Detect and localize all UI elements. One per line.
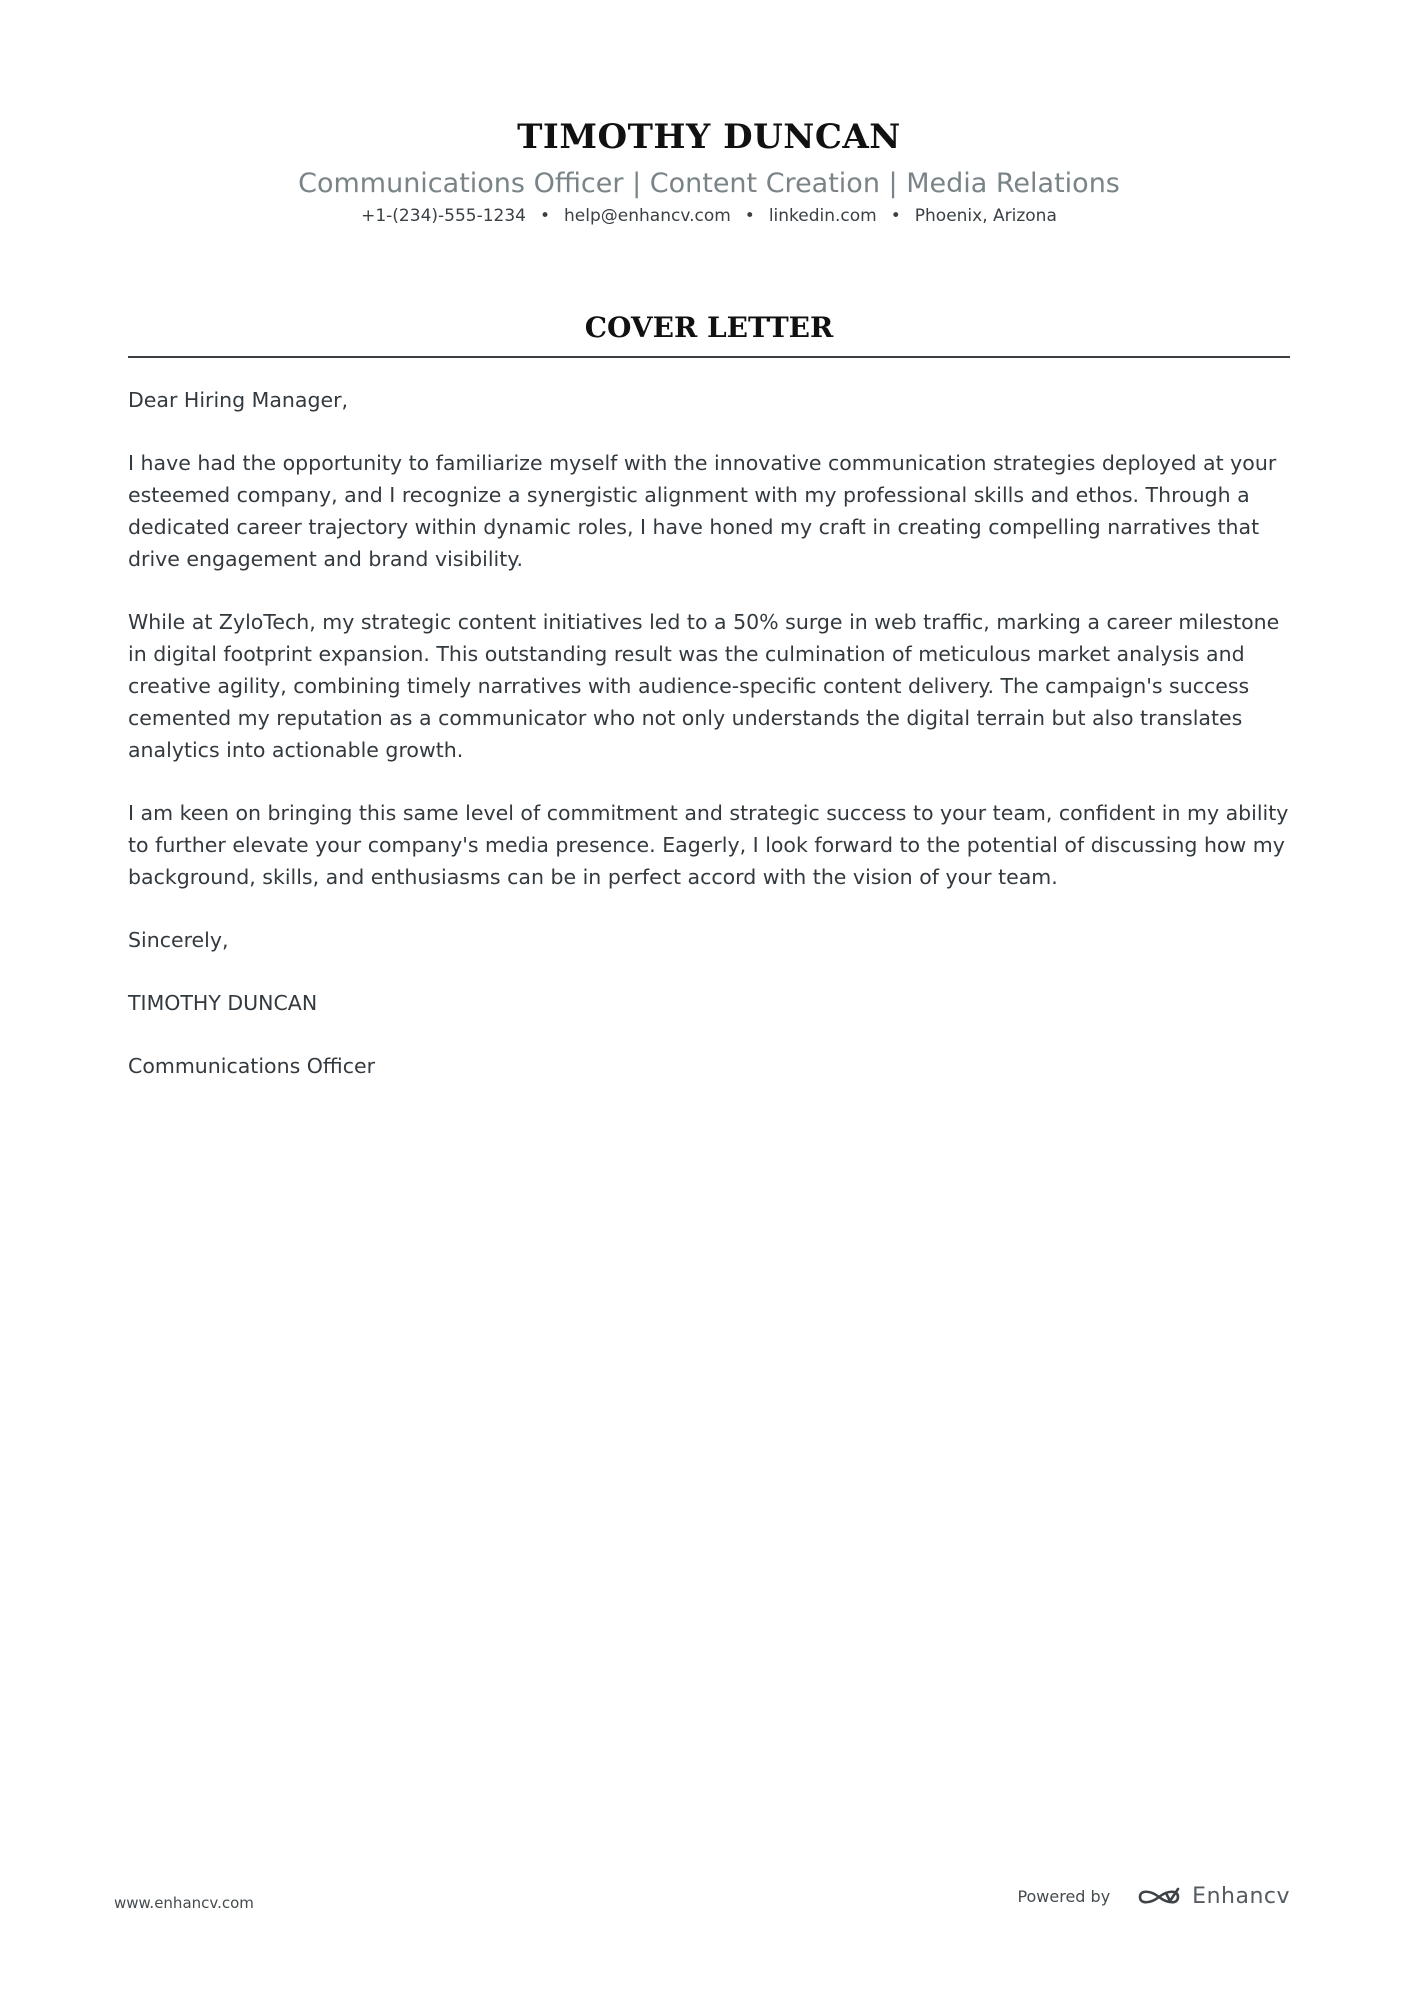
letter-paragraph: While at ZyloTech, my strategic content initiatives led to a 50% surge in web traffic, marking a career milestone in digital footprint expansion. This outstanding result was the culmination of meticulous market analysis and creative agility, combining timely narratives with audience-specific content delivery. The campaign's success cemented my reputation as a communicator who not only understands the digital terrain but also translates analytics into actionable growth. <box>128 610 1280 762</box>
letter-closing: Sincerely, <box>128 928 229 952</box>
contact-location: Phoenix, Arizona <box>914 206 1057 226</box>
contact-separator: • <box>744 206 755 226</box>
header <box>128 112 1290 228</box>
brand-logo[interactable] <box>1136 1884 1290 1909</box>
contact-linkedin[interactable]: linkedin.com <box>768 206 877 226</box>
signature-title: Communications Officer <box>128 1054 376 1078</box>
section-divider <box>128 356 1290 358</box>
contact-separator: • <box>540 206 551 226</box>
section-title: COVER LETTER <box>584 311 834 344</box>
brand-name: Enhancv <box>1192 1884 1290 1909</box>
letter-body <box>128 384 1290 1113</box>
letter-greeting: Dear Hiring Manager, <box>128 388 349 412</box>
contact-separator: • <box>890 206 901 226</box>
footer-url[interactable]: www.enhancv.com <box>114 1894 254 1912</box>
candidate-name: TIMOTHY DUNCAN <box>517 117 901 157</box>
letter-paragraph: I have had the opportunity to familiarize myself with the innovative communication strategies deployed at your esteemed company, and I recognize a synergistic alignment with my professional skills and ethos. Through a dedicated career trajectory within dynamic roles, I have honed my craft in creating compelling narratives that drive engagement and brand visibility. <box>128 451 1277 571</box>
powered-by <box>1017 1884 1290 1909</box>
contact-line <box>128 204 1290 228</box>
contact-phone: +1-(234)-555-1234 <box>361 206 526 226</box>
contact-email[interactable]: help@enhancv.com <box>564 206 731 226</box>
signature-name: TIMOTHY DUNCAN <box>128 991 318 1015</box>
powered-by-label: Powered by <box>1017 1887 1111 1906</box>
enhancv-logo-icon <box>1136 1885 1182 1909</box>
candidate-subtitle: Communications Officer | Content Creation | Media Relations <box>298 168 1120 199</box>
letter-paragraph: I am keen on bringing this same level of commitment and strategic success to your team, confident in my ability to further elevate your company's media presence. Eagerly, I look forward to the potential of discussing how my background, skills, and enthusiasms can be in perfect accord with the vision of your team. <box>128 801 1289 889</box>
